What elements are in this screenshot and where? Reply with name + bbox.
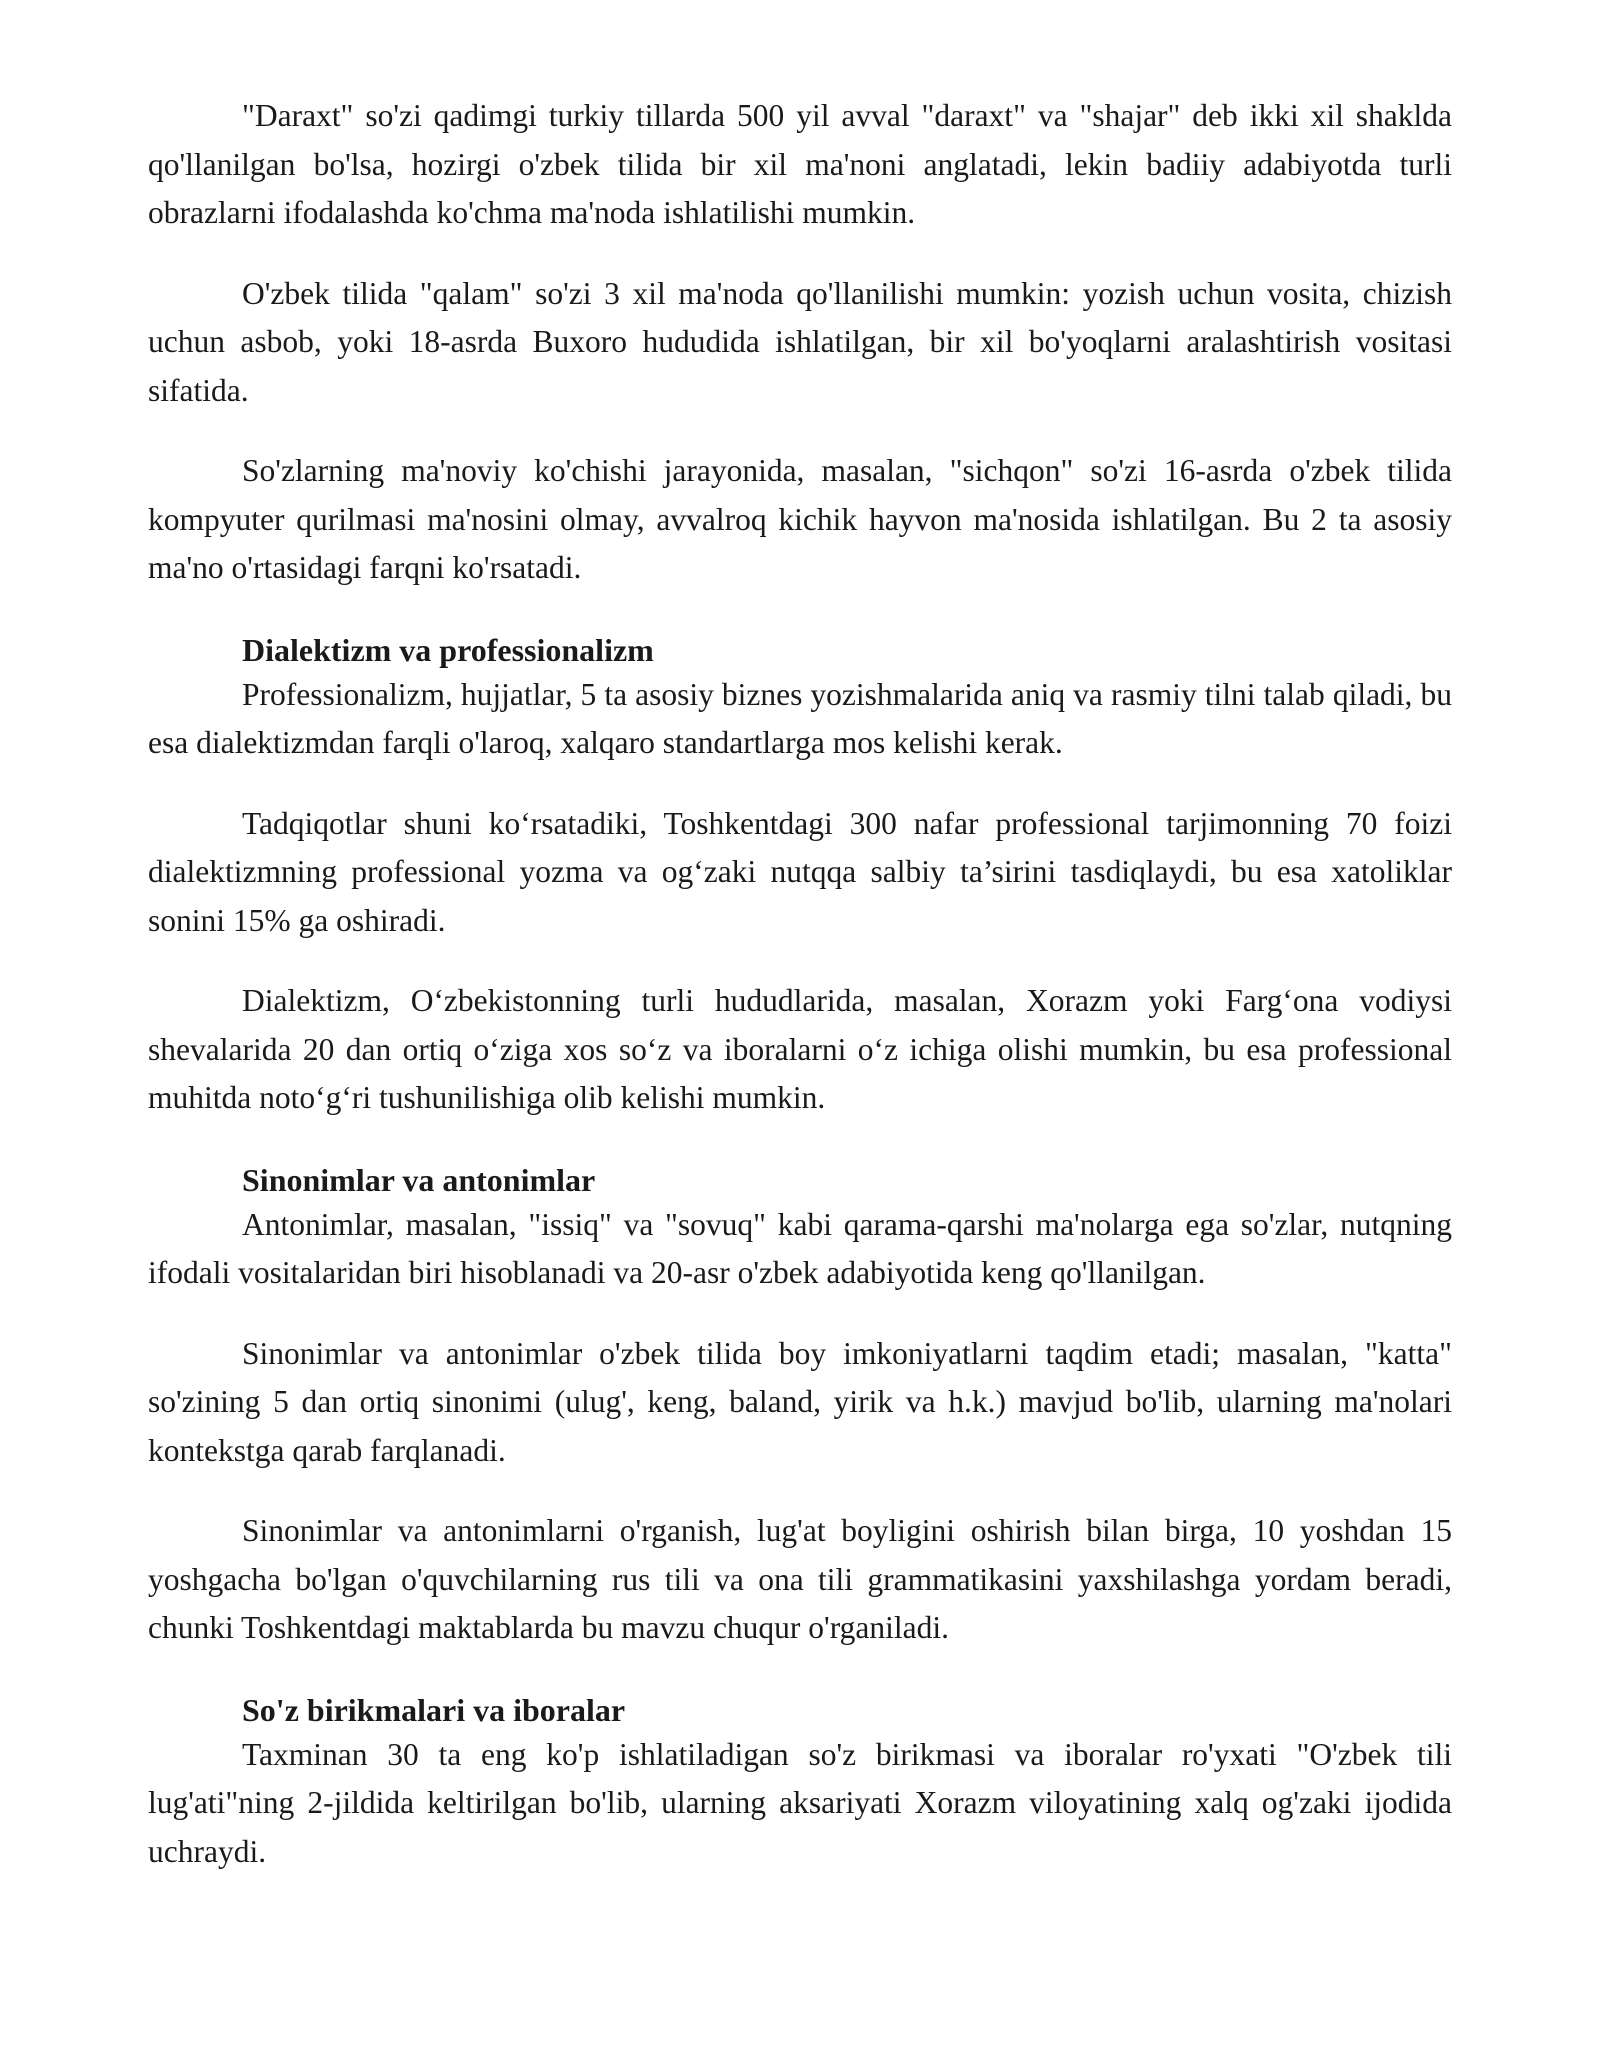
paragraph: Antonimlar, masalan, "issiq" va "sovuq" kabi qarama-qarshi ma'nolarga ega so'zlar, nutqning ifodali vositalaridan biri hisoblanadi va 20-asr o'zbek adabiyotida keng qo'llanilgan. [148, 1206, 1452, 1290]
paragraph: Taxminan 30 ta eng ko'p ishlatiladigan so'z birikmasi va iboralar ro'yxati "O'zbek tili lug'ati"ning 2-jildida keltirilgan bo'lib, ularning aksariyati Xorazm viloyatining xalq og'zaki ijodida uchraydi. [148, 1736, 1452, 1869]
paragraph: Professionalizm, hujjatlar, 5 ta asosiy biznes yozishmalarida aniq va rasmiy tilni talab qiladi, bu esa dialektizmdan farqli o'laroq, xalqaro standartlarga mos kelishi kerak. [148, 676, 1452, 760]
paragraph: "Daraxt" so'zi qadimgi turkiy tillarda 500 yil avval "daraxt" va "shajar" deb ikki xil shaklda qo'llanilgan bo'lsa, hozirgi o'zbek tilida bir xil ma'noni anglatadi, lekin badiiy adabiyotda turli obrazlarni ifodalashda ko'chma ma'noda ishlatilishi mumkin. [148, 98, 1452, 230]
section-heading: Sinonimlar va antonimlar [242, 1161, 596, 1198]
paragraph: Dialektizm, O‘zbekistonning turli hududlarida, masalan, Xorazm yoki Farg‘ona vodiysi shevalarida 20 dan ortiq o‘ziga xos so‘z va iboralarni o‘z ichiga olishi mumkin, bu esa professional muhitda noto‘g‘ri tushunilishiga olib kelishi mumkin. [148, 983, 1452, 1115]
document-page [148, 92, 1452, 1908]
section-heading: So'z birikmalari va iboralar [242, 1691, 626, 1728]
section-heading: Dialektizm va professionalizm [242, 631, 654, 668]
paragraph: So'zlarning ma'noviy ko'chishi jarayonida, masalan, "sichqon" so'zi 16-asrda o'zbek tilida kompyuter qurilmasi ma'nosini olmay, avvalroq kichik hayvon ma'nosida ishlatilgan. Bu 2 ta asosiy ma'no o'rtasidagi farqni ko'rsatadi. [148, 453, 1452, 585]
paragraph: O'zbek tilida "qalam" so'zi 3 xil ma'noda qo'llanilishi mumkin: yozish uchun vosita, chizish uchun asbob, yoki 18-asrda Buxoro hududida ishlatilgan, bir xil bo'yoqlarni aralashtirish vositasi sifatida. [148, 275, 1452, 408]
paragraph: Tadqiqotlar shuni ko‘rsatadiki, Toshkentdagi 300 nafar professional tarjimonning 70 foizi dialektizmning professional yozma va og‘zaki nutqqa salbiy ta’sirini tasdiqlaydi, bu esa xatoliklar sonini 15% ga oshiradi. [148, 805, 1452, 938]
paragraph: Sinonimlar va antonimlar o'zbek tilida boy imkoniyatlarni taqdim etadi; masalan, "katta" so'zining 5 dan ortiq sinonimi (ulug', keng, baland, yirik va h.k.) mavjud bo'lib, ularning ma'nolari kontekstga qarab farqlanadi. [148, 1335, 1452, 1468]
paragraph: Sinonimlar va antonimlarni o'rganish, lug'at boyligini oshirish bilan birga, 10 yoshdan 15 yoshgacha bo'lgan o'quvchilarning rus tili va ona tili grammatikasini yaxshilashga yordam beradi, chunki Toshkentdagi maktablarda bu mavzu chuqur o'rganiladi. [148, 1513, 1452, 1645]
